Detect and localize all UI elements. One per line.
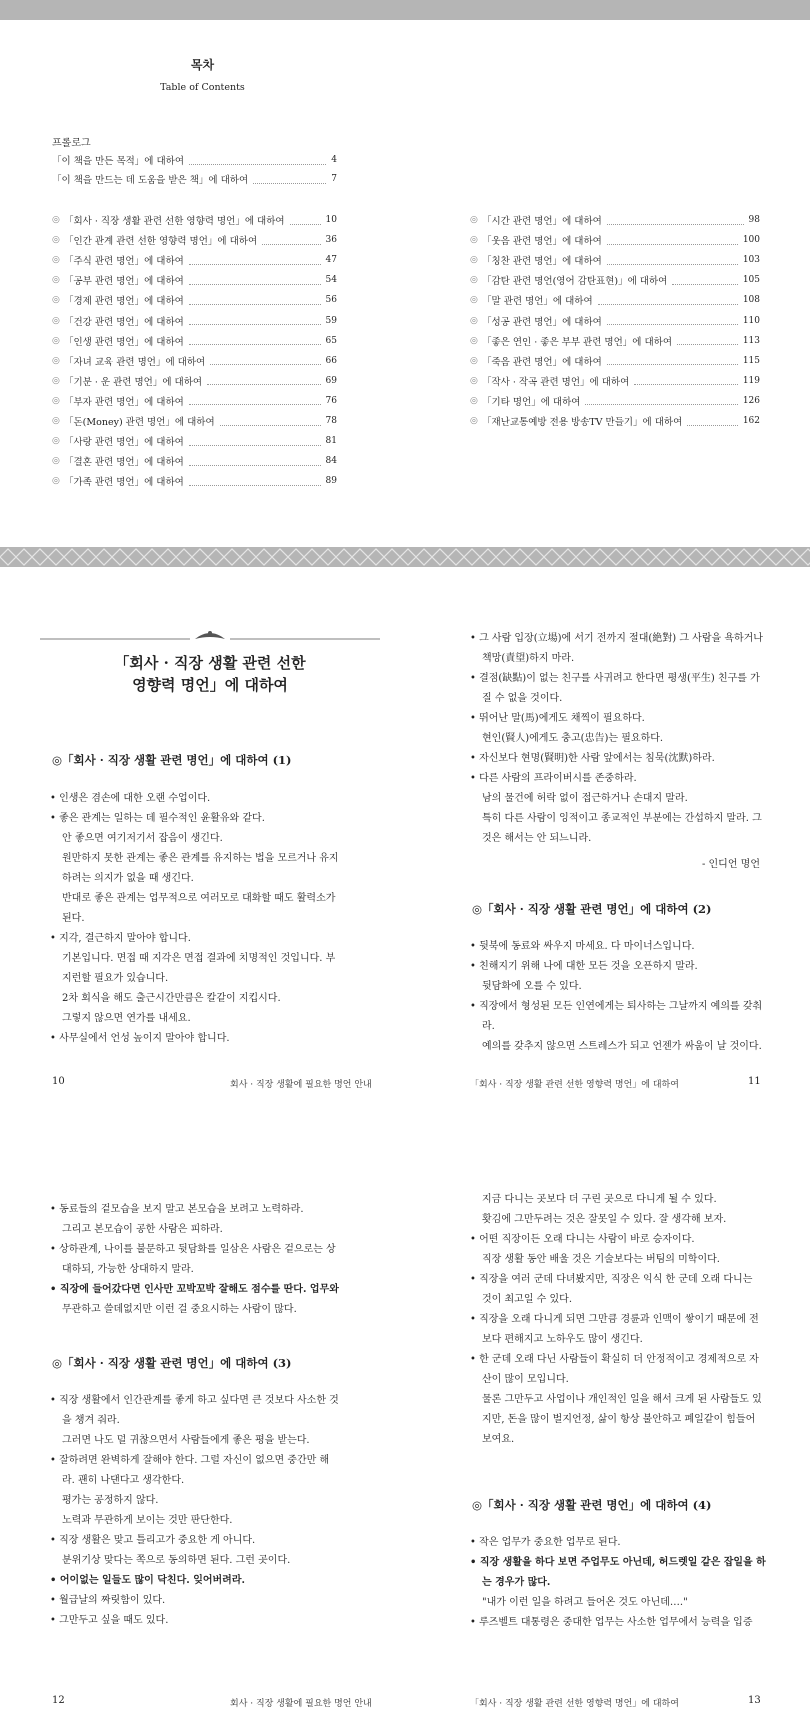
- toc-bullet-icon: ◎: [52, 375, 60, 386]
- text-line: • 좋은 관계는 일하는 데 필수적인 윤활유와 같다.: [50, 813, 265, 824]
- text-line: • 동료들의 겉모습을 보지 말고 본모습을 보려고 노력하라.: [50, 1204, 304, 1215]
- toc-entry: [52, 272, 337, 288]
- text-line: • 그만두고 싶을 때도 있다.: [50, 1615, 169, 1626]
- toc-leader-dots: [189, 156, 326, 165]
- toc-entry-label: 「칭찬 관련 명언」에 대하여: [482, 256, 602, 268]
- text-line: • 직장 생활을 하다 보면 주업무도 아닌데, 허드렛일 같은 잡일을 하: [470, 1557, 766, 1568]
- toc-entry: [470, 272, 760, 288]
- chapter-title-line2: 영향력 명언」에 대하여: [132, 676, 288, 694]
- toc-leader-dots: [607, 256, 738, 265]
- toc-entry-page: 84: [325, 456, 337, 467]
- text-line: 물론 그만두고 사업이나 개인적인 일을 해서 크게 된 사람들도 있: [482, 1394, 762, 1405]
- toc-entry-page: 115: [742, 355, 760, 366]
- text-line: 기본입니다. 면접 때 지각은 면접 결과에 치명적인 것입니다. 부: [62, 953, 336, 964]
- page10-body: [50, 789, 339, 1049]
- toc-entry: [470, 373, 760, 389]
- toc-entry-page: 78: [325, 416, 337, 426]
- toc-bullet-icon: ◎: [52, 235, 60, 246]
- toc-leader-dots: [189, 256, 321, 265]
- text-line: 남의 물건에 허락 없이 접근하거나 손대지 말라.: [482, 793, 688, 804]
- toc-bullet-icon: ◎: [470, 215, 478, 225]
- toc-bullet-icon: ◎: [470, 255, 478, 266]
- running-head-11: 「회사 · 직장 생활 관련 선한 영향력 명언」에 대하여: [470, 1080, 679, 1090]
- toc-entry: [470, 313, 760, 329]
- text-line: 노력과 무관하게 보이는 것만 판단한다.: [62, 1515, 233, 1526]
- page11-body: [470, 629, 763, 849]
- text-line: • 어이없는 일들도 많이 닥친다. 잊어버려라.: [50, 1575, 245, 1586]
- toc-entry: [52, 212, 337, 228]
- toc-leader-dots: [607, 236, 738, 245]
- toc-entry-page: 100: [742, 235, 760, 246]
- toc-entry-label: 「기타 명언」에 대하여: [482, 396, 581, 408]
- toc-subtitle: Table of Contents: [160, 82, 245, 93]
- text-line: 현인(賢人)에게도 충고(忠告)는 필요하다.: [482, 733, 664, 744]
- text-line: • 인생은 겸손에 대한 오랜 수업이다.: [50, 793, 211, 804]
- text-line: 예의를 갖추지 않으면 스트레스가 되고 언젠가 싸움이 날 것이다.: [482, 1041, 762, 1052]
- toc-entry-page: 119: [742, 375, 760, 386]
- toc-entry-label: 「결혼 관련 명언」에 대하여: [64, 457, 184, 469]
- toc-leader-dots: [207, 376, 320, 385]
- toc-entry: [52, 313, 337, 329]
- text-line: 그리고 본모습이 공한 사람은 피하라.: [62, 1224, 223, 1235]
- toc-leader-dots: [672, 276, 737, 285]
- page-number-11: 11: [748, 1076, 761, 1087]
- toc-entry-page: 59: [325, 315, 337, 326]
- section-heading-2: ◎「회사 · 직장 생활 관련 명언」에 대하여 (2): [472, 902, 712, 916]
- toc-entry-label: 「건강 관련 명언」에 대하여: [64, 316, 184, 328]
- text-line: 2차 회식을 해도 출근시간만큼은 칼같이 지킵시다.: [62, 993, 281, 1004]
- toc-bullet-icon: ◎: [52, 476, 60, 487]
- toc-bullet-icon: ◎: [52, 275, 60, 286]
- toc-entry: [52, 433, 337, 449]
- page-number-10: 10: [52, 1076, 65, 1087]
- text-line: 직장 생활 동안 배울 것은 기술보다는 버팀의 미학이다.: [482, 1254, 720, 1265]
- toc-entry: [52, 353, 337, 369]
- toc-entry-page: 81: [325, 436, 337, 447]
- toc-entry: [470, 252, 760, 268]
- toc-leader-dots: [189, 457, 321, 466]
- text-line: 평가는 공정하지 않다.: [62, 1495, 159, 1506]
- toc-entry-page: 4: [331, 155, 337, 165]
- toc-bullet-icon: ◎: [470, 395, 478, 406]
- toc-entry-label: 「회사 · 직장 생활 관련 선한 영향력 명언」에 대하여: [64, 216, 285, 227]
- toc-entry-page: 103: [742, 255, 760, 266]
- toc-leader-dots: [607, 216, 744, 225]
- text-line: 그렇지 않으면 연가를 내세요.: [62, 1013, 191, 1024]
- toc-entry-label: 「감탄 관련 명언(영어 감탄표현)」에 대하여: [482, 276, 668, 288]
- toc-bullet-icon: ◎: [52, 456, 60, 467]
- running-head-10: 회사 · 직장 생활에 필요한 명언 안내: [230, 1080, 372, 1090]
- toc-entry: [52, 333, 337, 349]
- text-line: • 뒷북에 동료와 싸우지 마세요. 다 마이너스입니다.: [470, 941, 695, 952]
- text-line: 된다.: [62, 913, 85, 924]
- text-line: 보다 편해지고 노하우도 많이 생긴다.: [482, 1334, 643, 1345]
- toc-bullet-icon: ◎: [470, 235, 478, 246]
- toc-bullet-icon: ◎: [52, 255, 60, 266]
- toc-bullet-icon: ◎: [52, 355, 60, 366]
- toc-entry-page: 47: [325, 255, 337, 266]
- text-line: • 결점(缺點)이 없는 친구를 사귀려고 한다면 평생(平生) 친구를 가: [470, 673, 760, 684]
- page13-body: [470, 1190, 762, 1450]
- text-line: • 직장을 여러 군데 다녀봤지만, 직장은 익식 한 군데 오래 다니는: [470, 1274, 753, 1285]
- text-line: • 상하관계, 나이를 불문하고 뒷담화를 일삼은 사람은 겉으로는 상: [50, 1244, 336, 1255]
- page11-body2: [470, 937, 762, 1057]
- text-line: • 작은 업무가 중요한 업무로 된다.: [470, 1537, 621, 1548]
- section-heading-3: ◎「회사 · 직장 생활 관련 명언」에 대하여 (3): [52, 1356, 292, 1370]
- text-line: 반대로 좋은 관계는 업무적으로 여러모로 대화할 때도 활력소가: [62, 893, 336, 904]
- toc-entry-label: 「좋은 연인 · 좋은 부부 관련 명언」에 대하여: [482, 336, 672, 348]
- section-heading-1: ◎「회사 · 직장 생활 관련 명언」에 대하여 (1): [52, 753, 292, 767]
- text-line: 책망(責望)하지 마라.: [482, 653, 575, 664]
- toc-leader-dots: [189, 437, 321, 446]
- toc-bullet-icon: ◎: [470, 295, 478, 306]
- toc-leader-dots: [189, 296, 321, 305]
- toc-entry-label: 「경제 관련 명언」에 대하여: [64, 296, 184, 308]
- text-line: • 어떤 직장이든 오래 다니는 사람이 바로 승자이다.: [470, 1234, 695, 1245]
- toc-entry: [52, 171, 337, 187]
- lace-pattern: [0, 547, 810, 567]
- running-head-13: 「회사 · 직장 생활 관련 선한 영향력 명언」에 대하여: [470, 1699, 679, 1709]
- text-line: • 직장 생활은 맞고 틀리고가 중요한 게 아니다.: [50, 1535, 256, 1546]
- text-line: • 직장 생활에서 인간관계를 좋게 하고 싶다면 큰 것보다 사소한 것: [50, 1395, 339, 1406]
- toc-bullet-icon: ◎: [52, 295, 60, 306]
- top-border-band: [0, 0, 810, 20]
- chapter-title-line1: 「회사 · 직장 생활 관련 선한: [114, 654, 306, 672]
- toc-entry-page: 126: [742, 395, 760, 406]
- text-line: 하려는 의지가 없을 때 생긴다.: [62, 873, 194, 884]
- toc-leader-dots: [687, 417, 738, 426]
- toc-entry-page: 108: [742, 295, 760, 306]
- text-line: • 직장에서 형성된 모든 인연에게는 퇴사하는 그날까지 예의를 갖춰: [470, 1001, 763, 1012]
- page-number-12: 12: [52, 1695, 65, 1706]
- text-line: 것이 최고일 수 있다.: [482, 1294, 572, 1305]
- toc-leader-dots: [220, 417, 321, 426]
- text-line: • 사무실에서 언성 높이지 말아야 합니다.: [50, 1033, 230, 1044]
- text-line: 는 경우가 많다.: [482, 1577, 551, 1588]
- toc-entry-label: 「기분 · 운 관련 명언」에 대하여: [64, 376, 203, 388]
- toc-entry-label: 「사랑 관련 명언」에 대하여: [64, 437, 184, 449]
- toc-entry-label: 「이 책을 만든 목적」에 대하여: [52, 156, 185, 167]
- text-line: 대하되, 가능한 상대하지 말라.: [62, 1264, 194, 1275]
- text-line: • 루즈벨트 대통령은 중대한 업무는 사소한 업무에서 능력을 입증: [470, 1617, 753, 1628]
- toc-bullet-icon: ◎: [470, 416, 478, 426]
- toc-entry-label: 「성공 관련 명언」에 대하여: [482, 316, 602, 328]
- text-line: 지만, 돈을 많이 벌지언정, 삶이 항상 불안하고 폐일같이 힘들어: [482, 1414, 756, 1425]
- toc-entry-label: 「인생 관련 명언」에 대하여: [64, 336, 184, 348]
- toc-entry-label: 「이 책을 만드는 데 도움을 받은 책」에 대하여: [52, 175, 249, 186]
- toc-entry: [470, 353, 760, 369]
- toc-entry-page: 113: [742, 335, 760, 346]
- text-line: • 친해지기 위해 나에 대한 모든 것을 오픈하지 말라.: [470, 961, 698, 972]
- toc-leader-dots: [262, 236, 320, 245]
- toc-leader-dots: [585, 396, 737, 405]
- text-line: 무관하고 쓸데없지만 이런 걸 중요시하는 사람이 많다.: [62, 1304, 297, 1315]
- page13-body2: [470, 1533, 766, 1633]
- toc-entry-label: 「주식 관련 명언」에 대하여: [64, 256, 184, 268]
- toc-entry: [52, 232, 337, 248]
- toc-entry: [470, 413, 760, 429]
- text-line: 지런할 필요가 있습니다.: [62, 973, 169, 984]
- toc-entry: [52, 373, 337, 389]
- toc-entry-page: 110: [742, 315, 760, 326]
- toc-leader-dots: [677, 336, 738, 345]
- toc-entry: [470, 393, 760, 409]
- text-line: • 직장을 오래 다니게 되면 그만큼 경륜과 인맥이 쌓이기 때문에 전: [470, 1314, 759, 1325]
- text-line: "내가 이런 일을 하려고 들어온 것도 아닌데….": [482, 1597, 688, 1608]
- toc-entry-page: 65: [325, 335, 337, 346]
- text-line: 을 챙겨 줘라.: [62, 1415, 120, 1426]
- text-line: • 직장에 들어갔다면 인사만 꼬박꼬박 잘해도 점수를 딴다. 업무와: [50, 1284, 339, 1295]
- toc-entry-label: 「작사 · 작곡 관련 명언」에 대하여: [482, 376, 630, 388]
- toc-entry-page: 7: [331, 174, 337, 184]
- text-line: 라.: [482, 1021, 495, 1032]
- toc-entry-page: 10: [325, 215, 337, 225]
- toc-entry-page: 105: [742, 275, 760, 286]
- text-line: 안 좋으면 여기저기서 잡음이 생긴다.: [62, 833, 223, 844]
- toc-entry-label: 「가족 관련 명언」에 대하여: [64, 477, 184, 489]
- toc-entry-label: 「시간 관련 명언」에 대하여: [482, 216, 602, 227]
- text-line: • 월급날의 짜릿함이 있다.: [50, 1595, 166, 1606]
- toc-entry-page: 54: [325, 275, 337, 286]
- toc-entry-label: 「인간 관계 관련 선한 영향력 명언」에 대하여: [64, 236, 258, 248]
- toc-entry: [52, 292, 337, 308]
- toc-bullet-icon: ◎: [52, 315, 60, 326]
- text-line: 홧김에 그만두려는 것은 잘못일 수 있다. 잘 생각해 보자.: [482, 1214, 727, 1225]
- text-line: 분위기상 맞다는 쪽으로 동의하면 된다. 그런 곳이다.: [62, 1555, 291, 1566]
- text-line: • 그 사람 입장(立場)에 서기 전까지 절대(絶對) 그 사람을 욕하거나: [470, 633, 763, 644]
- toc-entry-label: 「말 관련 명언」에 대하여: [482, 296, 593, 308]
- toc-bullet-icon: ◎: [52, 215, 60, 225]
- toc-entry-page: 66: [325, 355, 337, 366]
- toc-entry: [52, 152, 337, 168]
- text-line: 라. 괜히 나댄다고 생각한다.: [62, 1475, 185, 1486]
- toc-leader-dots: [607, 356, 738, 365]
- toc-entry-page: 69: [325, 375, 337, 386]
- toc-leader-dots: [189, 276, 321, 285]
- toc-entry-label: 「죽음 관련 명언」에 대하여: [482, 356, 602, 368]
- running-head-12: 회사 · 직장 생활에 필요한 명언 안내: [230, 1699, 372, 1709]
- toc-entry: [52, 252, 337, 268]
- toc-entry-label: 「자녀 교육 관련 명언」에 대하여: [64, 356, 206, 368]
- toc-leader-dots: [210, 356, 320, 365]
- middle-border-band: [0, 547, 810, 567]
- toc-entry: [52, 453, 337, 469]
- text-line: 질 수 없을 것이다.: [482, 693, 563, 704]
- toc-bullet-icon: ◎: [470, 315, 478, 326]
- toc-entry: [52, 473, 337, 489]
- toc-entry-label: 「부자 관련 명언」에 대하여: [64, 396, 184, 408]
- toc-entry-label: 「공부 관련 명언」에 대하여: [64, 276, 184, 288]
- text-line: 지금 다니는 곳보다 더 구린 곳으로 다니게 될 수 있다.: [482, 1194, 717, 1205]
- toc-leader-dots: [607, 316, 738, 325]
- toc-leader-dots: [189, 477, 321, 486]
- text-line: • 잘하려면 완벽하게 잘해야 한다. 그럴 자신이 없으면 중간만 해: [50, 1455, 330, 1466]
- text-line: • 한 군데 오래 다닌 사람들이 확실히 더 안정적이고 경제적으로 자: [470, 1354, 759, 1365]
- toc-bullet-icon: ◎: [52, 395, 60, 406]
- toc-entry-label: 「웃음 관련 명언」에 대하여: [482, 236, 602, 248]
- toc-bullet-icon: ◎: [470, 355, 478, 366]
- text-line: 산이 많이 모입니다.: [482, 1374, 569, 1385]
- toc-entry: [52, 413, 337, 429]
- text-line: • 지각, 결근하지 말아야 합니다.: [50, 933, 191, 944]
- toc-entry: [470, 292, 760, 308]
- text-line: 것은 해서는 안 되느니라.: [482, 833, 592, 844]
- page12-body2: [50, 1391, 339, 1631]
- prologue-heading: 프롤로그: [52, 138, 91, 149]
- toc-title: 목차: [190, 58, 215, 72]
- text-line: 특히 다른 사람이 잉적이고 종교적인 부분에는 간섭하지 말라. 그: [482, 813, 762, 824]
- toc-leader-dots: [290, 216, 321, 225]
- toc-leader-dots: [189, 336, 321, 345]
- toc-bullet-icon: ◎: [470, 375, 478, 386]
- text-line: • 자신보다 현명(賢明)한 사람 앞에서는 침묵(沈默)하라.: [470, 753, 715, 764]
- toc-leader-dots: [189, 396, 321, 405]
- chapter-ornament: [40, 627, 380, 645]
- toc-entry-page: 76: [325, 395, 337, 406]
- toc-entry: [470, 212, 760, 228]
- toc-entry-page: 89: [325, 476, 337, 487]
- page-number-13: 13: [748, 1695, 761, 1706]
- toc-entry-label: 「재난교통예방 전용 방송TV 만들기」에 대하여: [482, 417, 683, 428]
- toc-leader-dots: [253, 175, 326, 184]
- toc-bullet-icon: ◎: [52, 416, 60, 426]
- toc-bullet-icon: ◎: [52, 335, 60, 346]
- toc-bullet-icon: ◎: [52, 436, 60, 447]
- toc-leader-dots: [598, 296, 738, 305]
- toc-bullet-icon: ◎: [470, 335, 478, 346]
- section-heading-4: ◎「회사 · 직장 생활 관련 명언」에 대하여 (4): [472, 1498, 712, 1512]
- toc-entry-page: 56: [325, 295, 337, 306]
- toc-entry: [470, 333, 760, 349]
- toc-entry-page: 162: [742, 416, 760, 426]
- toc-entry-page: 98: [748, 215, 760, 225]
- page12-body: [50, 1200, 339, 1320]
- text-line: 원만하지 못한 관계는 좋은 관계를 유지하는 법을 모르거나 유지: [62, 853, 339, 864]
- toc-bullet-icon: ◎: [470, 275, 478, 286]
- toc-leader-dots: [189, 316, 321, 325]
- toc-entry-label: 「돈(Money) 관련 명언」에 대하여: [64, 417, 215, 428]
- text-line: 뒷담화에 오를 수 있다.: [482, 981, 582, 992]
- toc-entry: [52, 393, 337, 409]
- text-line: 보여요.: [482, 1434, 515, 1445]
- text-line: 그러면 나도 덜 귀찮으면서 사람들에게 좋은 평을 받는다.: [62, 1435, 310, 1446]
- toc-entry-page: 36: [325, 235, 337, 246]
- toc-entry: [470, 232, 760, 248]
- text-line: • 뛰어난 말(馬)에게도 채찍이 필요하다.: [470, 713, 645, 724]
- text-line: • 다른 사람의 프라이버시를 존중하라.: [470, 773, 637, 784]
- attribution: - 인디언 명언: [701, 859, 760, 870]
- toc-leader-dots: [634, 376, 738, 385]
